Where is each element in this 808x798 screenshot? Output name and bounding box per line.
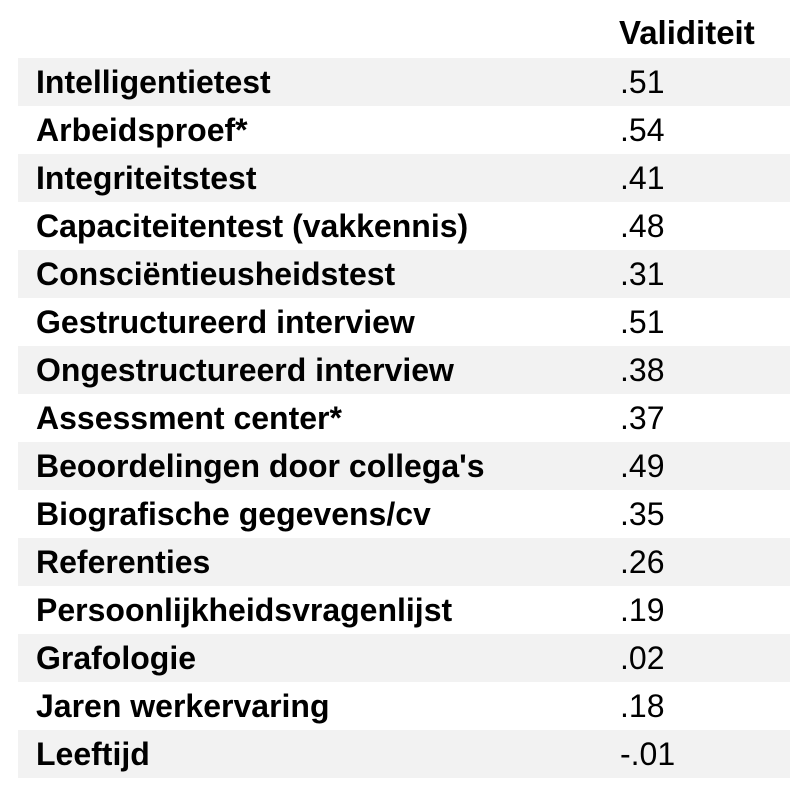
validity-table (18, 8, 790, 778)
row-label: Gestructureerd interview (36, 304, 415, 340)
row-value: .38 (620, 352, 665, 388)
table-row (18, 298, 790, 346)
row-label: Integriteitstest (36, 160, 257, 196)
table-row (18, 250, 790, 298)
row-value: .51 (620, 64, 665, 100)
row-value: .54 (620, 112, 665, 148)
table-row (18, 490, 790, 538)
table-row (18, 394, 790, 442)
row-label: Beoordelingen door collega's (36, 448, 485, 484)
column-header-validiteit: Validiteit (619, 14, 755, 51)
row-value: .18 (620, 688, 665, 724)
table-row (18, 58, 790, 106)
row-value: -.01 (620, 736, 676, 772)
row-value: .31 (620, 256, 665, 292)
table-body (18, 58, 790, 778)
table-row (18, 730, 790, 778)
row-label: Jaren werkervaring (36, 688, 330, 724)
row-value: .35 (620, 496, 665, 532)
table-row (18, 682, 790, 730)
row-label: Capaciteitentest (vakkennis) (36, 208, 469, 244)
row-label: Grafologie (36, 640, 197, 676)
row-value: .26 (620, 544, 665, 580)
row-label: Assessment center* (36, 400, 342, 436)
row-value: .41 (620, 160, 665, 196)
row-label: Arbeidsproef* (36, 112, 248, 148)
table-row (18, 346, 790, 394)
table-row (18, 202, 790, 250)
row-label: Consciëntieusheidstest (36, 256, 396, 292)
row-label: Leeftijd (36, 736, 150, 772)
row-value: .49 (620, 448, 665, 484)
table-row (18, 538, 790, 586)
row-label: Biografische gegevens/cv (36, 496, 431, 532)
table-row (18, 586, 790, 634)
row-label: Referenties (36, 544, 211, 580)
row-value: .51 (620, 304, 665, 340)
table-row (18, 106, 790, 154)
table-row (18, 634, 790, 682)
table-row (18, 154, 790, 202)
row-value: .02 (620, 640, 665, 676)
row-value: .37 (620, 400, 665, 436)
row-label: Intelligentietest (36, 64, 271, 100)
row-label: Ongestructureerd interview (36, 352, 454, 388)
row-label: Persoonlijkheidsvragenlijst (36, 592, 453, 628)
table-row (18, 442, 790, 490)
row-value: .19 (620, 592, 665, 628)
table-header-row (18, 8, 790, 58)
row-value: .48 (620, 208, 665, 244)
